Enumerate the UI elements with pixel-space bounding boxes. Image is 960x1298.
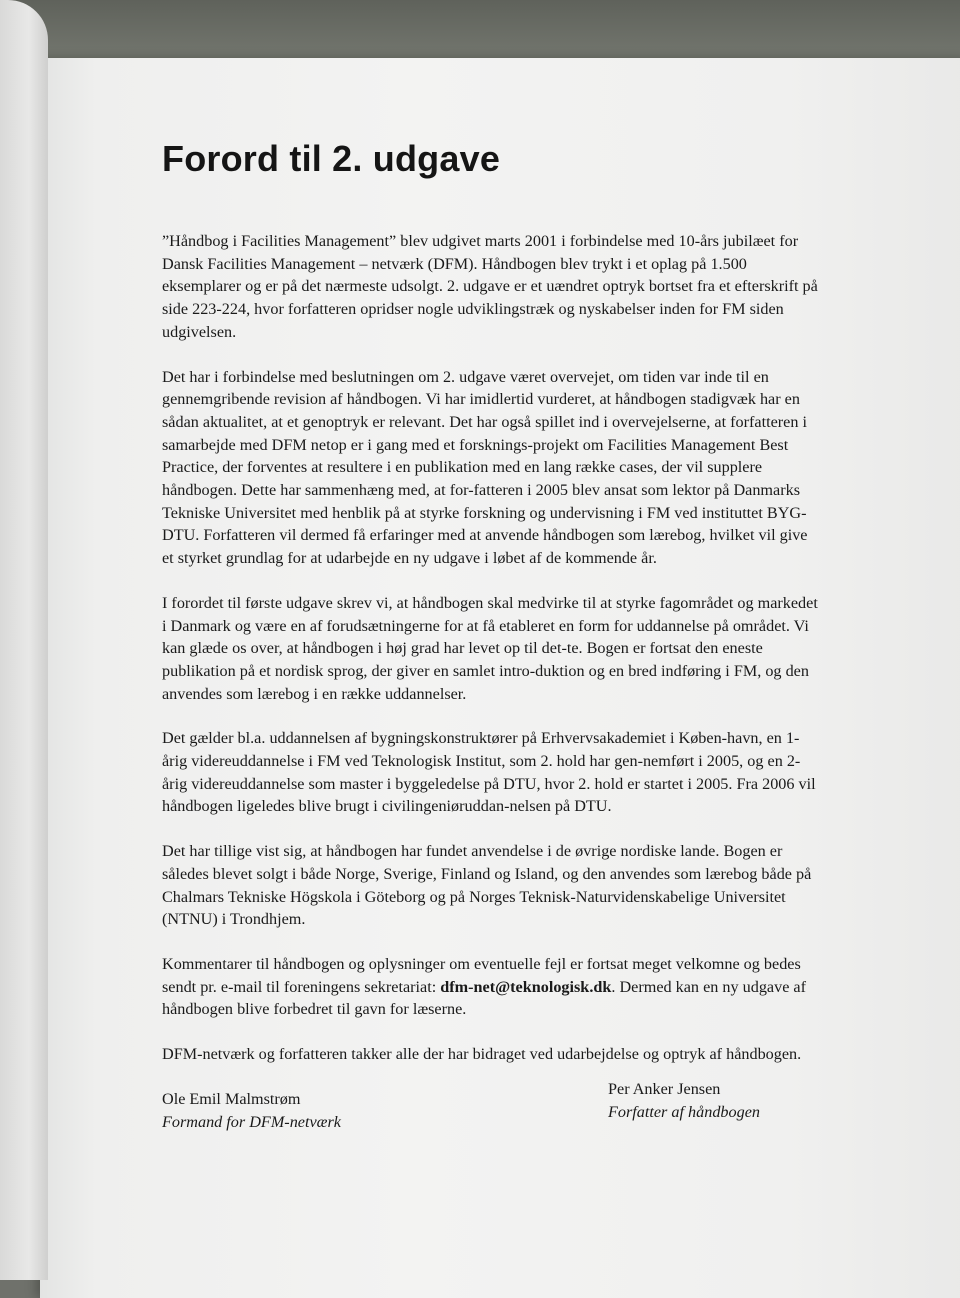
- signature-right: [608, 1078, 760, 1124]
- page-content: [162, 138, 822, 1148]
- signature-left-role: Formand for DFM-netværk: [162, 1112, 341, 1131]
- comments-text-before: Kommentarer til håndbogen og oplysninger om eventuelle fejl er fortsat meget velkomne og bedes sendt pr. e-mail til foreningens sekretariat:: [162, 954, 801, 996]
- page-title: Forord til 2. udgave: [162, 138, 501, 179]
- paragraph-1: ”Håndbog i Facilities Management” blev udgivet marts 2001 i forbindelse med 10-års jubilæet for Dansk Facilities Management – netværk (DFM). Håndbogen blev trykt i et oplag på 1.500 eksemplarer og er på det nærmeste udsolgt. 2. udgave er et uændret optryk bortset fra et efterskrift på side 223-224, hvor forfatteren opridser nogle udviklingstræk og nyskabelser inden for FM siden udgivelsen.: [162, 232, 818, 341]
- signatures: [162, 1079, 822, 1148]
- paragraph-2: Det har i forbindelse med beslutningen om 2. udgave været overvejet, om tiden var inde til en gennemgribende revision af håndbogen. Vi har imidlertid vurderet, at håndbogen stadigvæk har en sådan aktualitet, at et genoptryk er relevant. Det har også spillet ind i overvejelserne, at forfatteren i samarbejde med DFM netop er i gang med et forsknings-projekt om Facilities Management Best Practice, der forventes at resultere i en publikation med en lang række cases, der vil supplere håndbogen. Dette har sammenhæng med, at for-fatteren i 2005 blev ansat som lektor på Danmarks Tekniske Universitet med henblik på at styrke forskning og undervisning i FM ved instituttet BYG-DTU. Forfatteren vil dermed få erfaringer med at anvende håndbogen som lærebog, hvilket vil give et styrket grundlag for at udarbejde en ny udgave i løbet af de kommende år.: [162, 367, 808, 568]
- contact-email: dfm-net@teknologisk.dk: [440, 977, 612, 996]
- signature-left: [162, 1088, 341, 1134]
- previous-page-edge: [0, 0, 48, 1280]
- paragraph-5: Det har tillige vist sig, at håndbogen har fundet anvendelse i de øvrige nordiske lande. Bogen er således blevet solgt i både Norge, Sverige, Finland og Island, og den anvendes som lærebog både på Chalmars Tekniske Högskola i Göteborg og på Norges Teknisk-Naturvidenskabelige Universitet (NTNU) i Trondhjem.: [162, 842, 812, 929]
- paragraph-4: Det gælder bl.a. uddannelsen af bygningskonstruktører på Erhvervsakademiet i Køben-havn, en 1-årig videreuddannelse i FM ved Teknologisk Institut, som 2. hold har gen-nemført i 2005, og en 2-årig videreuddannelse som master i byggeledelse på DTU, hvor 2. hold er startet i 2005. Fra 2006 vil håndbogen ligeledes blive brugt i civilingeniøruddan-nelsen på DTU.: [162, 729, 816, 816]
- comments-text-after: . Dermed kan en ny udgave af håndbogen blive forbedret til gavn for læserne.: [162, 977, 806, 1019]
- thanks-paragraph: DFM-netværk og forfatteren takker alle der har bidraget ved udarbejdelse og optryk af håndbogen.: [162, 1045, 802, 1064]
- paragraph-3: I forordet til første udgave skrev vi, at håndbogen skal medvirke til at styrke fagområdet og markedet i Danmark og være en af forudsætningerne for at få etableret en form for uddannelse på området. Vi kan glæde os over, at håndbogen i høj grad har levet op til det-te. Bogen er fortsat den eneste publikation på et nordisk sprog, der giver en samlet intro-duktion og en bred indføring i FM, og den anvendes som lærebog i en række uddannelser.: [162, 593, 818, 703]
- signature-right-role: Forfatter af håndbogen: [608, 1102, 760, 1121]
- signature-right-name: Per Anker Jensen: [608, 1079, 721, 1098]
- signature-left-name: Ole Emil Malmstrøm: [162, 1089, 301, 1108]
- comments-paragraph: [162, 953, 822, 1021]
